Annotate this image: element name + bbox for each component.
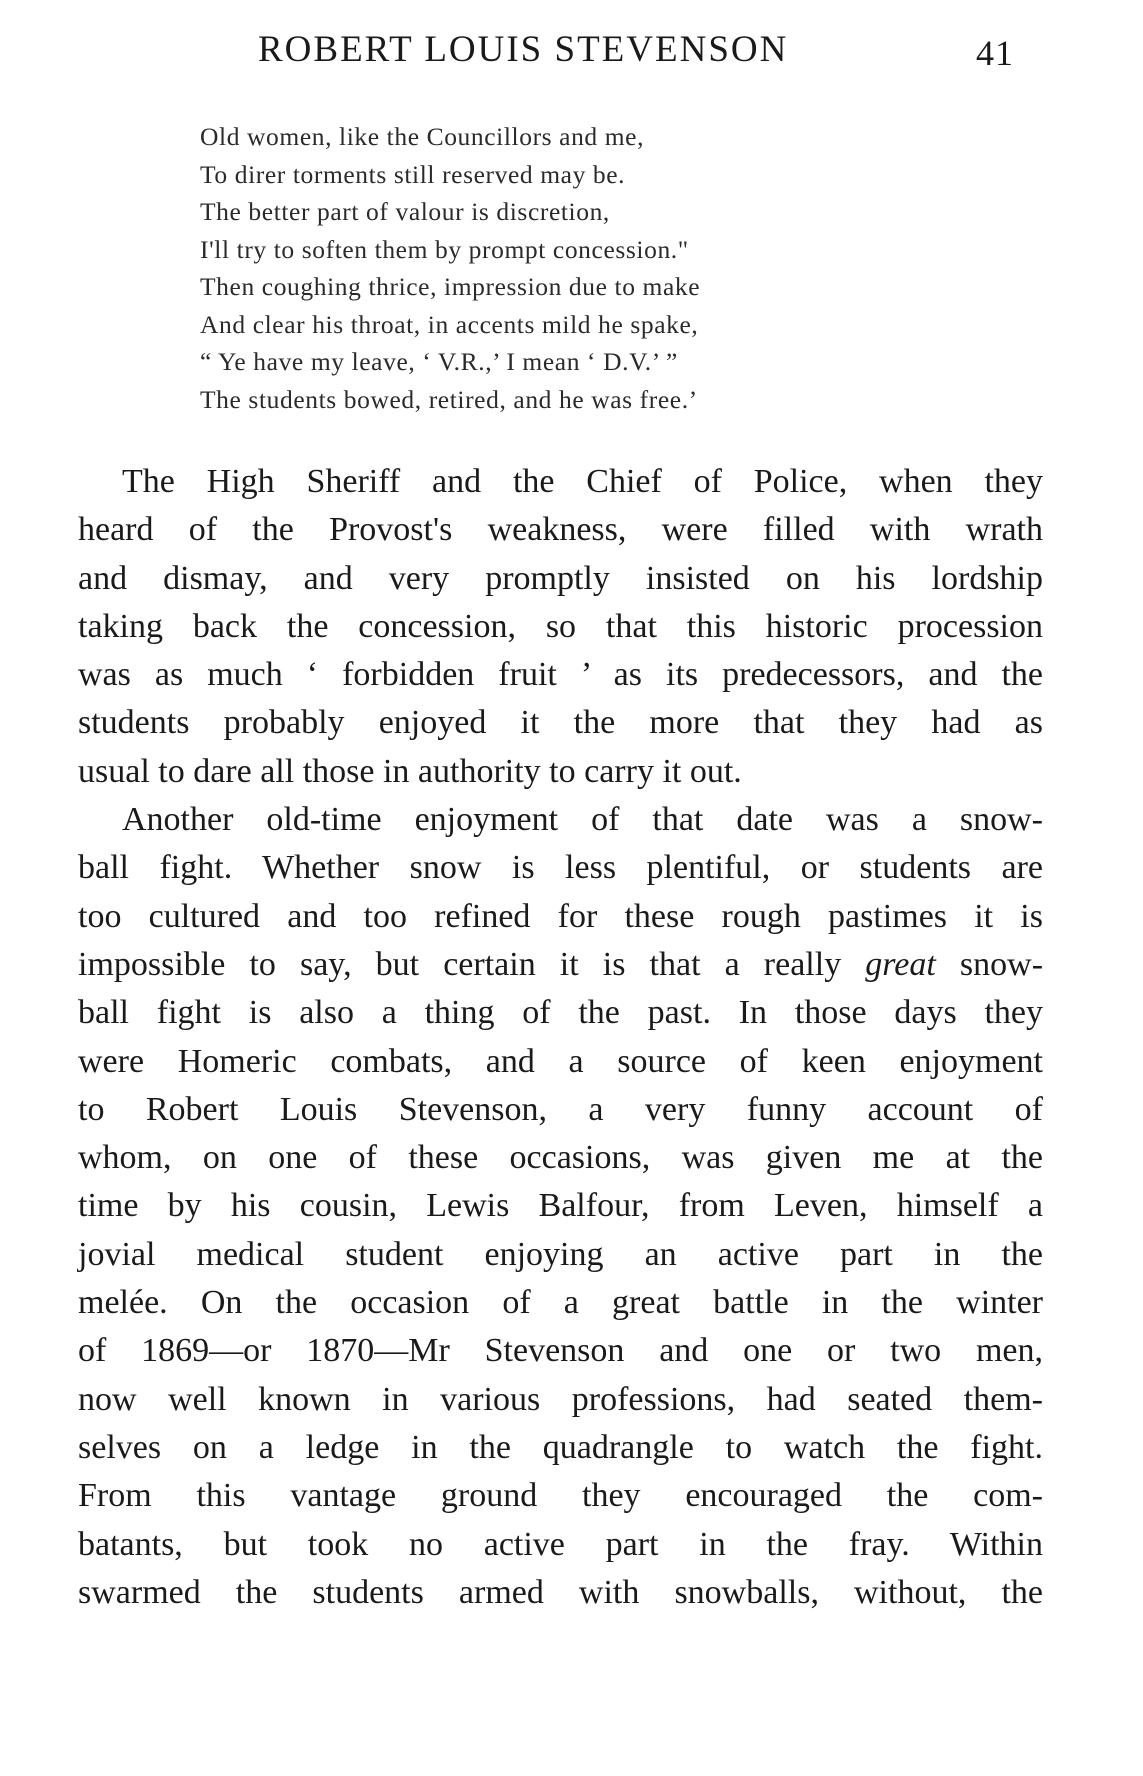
- text-line: too cultured and too refined for these rough pastimes it is: [78, 897, 1043, 935]
- verse-line: Then coughing thrice, impression due to make: [200, 272, 701, 301]
- text-line: batants, but took no active part in the fray. Within: [78, 1525, 1043, 1563]
- text-line: time by his cousin, Lewis Balfour, from Leven, himself a: [78, 1187, 1043, 1225]
- verse-line: And clear his throat, in accents mild he spake,: [200, 309, 699, 339]
- running-head-title: ROBERT LOUIS STEVENSON: [258, 29, 789, 70]
- text-line: melée. On the occasion of a great battle in the winter: [78, 1284, 1043, 1322]
- running-head: [0, 28, 1143, 78]
- paragraph-sheriff: [78, 458, 1043, 796]
- text-line: [78, 941, 1043, 989]
- text-line: students probably enjoyed it the more that they had as: [78, 704, 1043, 742]
- text-line: taking back the concession, so that this historic procession: [78, 607, 1043, 645]
- text-line: The High Sheriff and the Chief of Police, when they: [122, 463, 1043, 500]
- paragraph-snowball: [78, 796, 1043, 1617]
- verse-line: To direr torments still reserved may be.: [200, 159, 626, 189]
- text-line: From this vantage ground they encouraged the com-: [78, 1477, 1043, 1515]
- text-line: swarmed the students armed with snowballs, without, the: [78, 1573, 1043, 1611]
- page-number: 41: [976, 33, 1014, 73]
- text-segment: impossible to say, but certain it is that a really: [78, 945, 866, 983]
- text-line: selves on a ledge in the quadrangle to watch the fight.: [78, 1428, 1043, 1466]
- text-line: jovial medical student enjoying an active part in the: [78, 1235, 1043, 1273]
- body-text: [78, 458, 1043, 1617]
- verse-line: “ Ye have my leave, ‘ V.R.,’ I mean ‘ D.V.’ ”: [200, 347, 678, 376]
- text-line: and dismay, and very promptly insisted on his lordship: [78, 559, 1043, 597]
- text-line: now well known in various professions, had seated them-: [78, 1380, 1043, 1418]
- text-line: whom, on one of these occasions, was given me at the: [78, 1139, 1043, 1177]
- verse-line: The students bowed, retired, and he was free.’: [200, 384, 698, 414]
- verse-quotation: [200, 118, 880, 418]
- text-line: ball fight. Whether snow is less plentiful, or students are: [78, 849, 1043, 887]
- text-line: ball fight is also a thing of the past. In those days they: [78, 994, 1043, 1032]
- text-line: was as much ‘ forbidden fruit ’ as its predecessors, and the: [78, 656, 1043, 694]
- text-line: usual to dare all those in authority to carry it out.: [78, 752, 742, 790]
- emphasis-great: great: [865, 945, 936, 983]
- text-line: were Homeric combats, and a source of keen enjoyment: [78, 1042, 1043, 1080]
- verse-line: I'll try to soften them by prompt concession.": [200, 234, 689, 264]
- text-line: of 1869—or 1870—Mr Stevenson and one or two men,: [78, 1332, 1043, 1370]
- verse-line: The better part of valour is discretion,: [200, 197, 610, 226]
- verse-line: Old women, like the Councillors and me,: [200, 122, 645, 151]
- text-line: heard of the Provost's weakness, were filled with wrath: [78, 511, 1043, 549]
- text-segment: snow-: [935, 945, 1044, 983]
- text-line: to Robert Louis Stevenson, a very funny account of: [78, 1090, 1043, 1128]
- text-line: Another old-time enjoyment of that date was a snow-: [122, 801, 1043, 839]
